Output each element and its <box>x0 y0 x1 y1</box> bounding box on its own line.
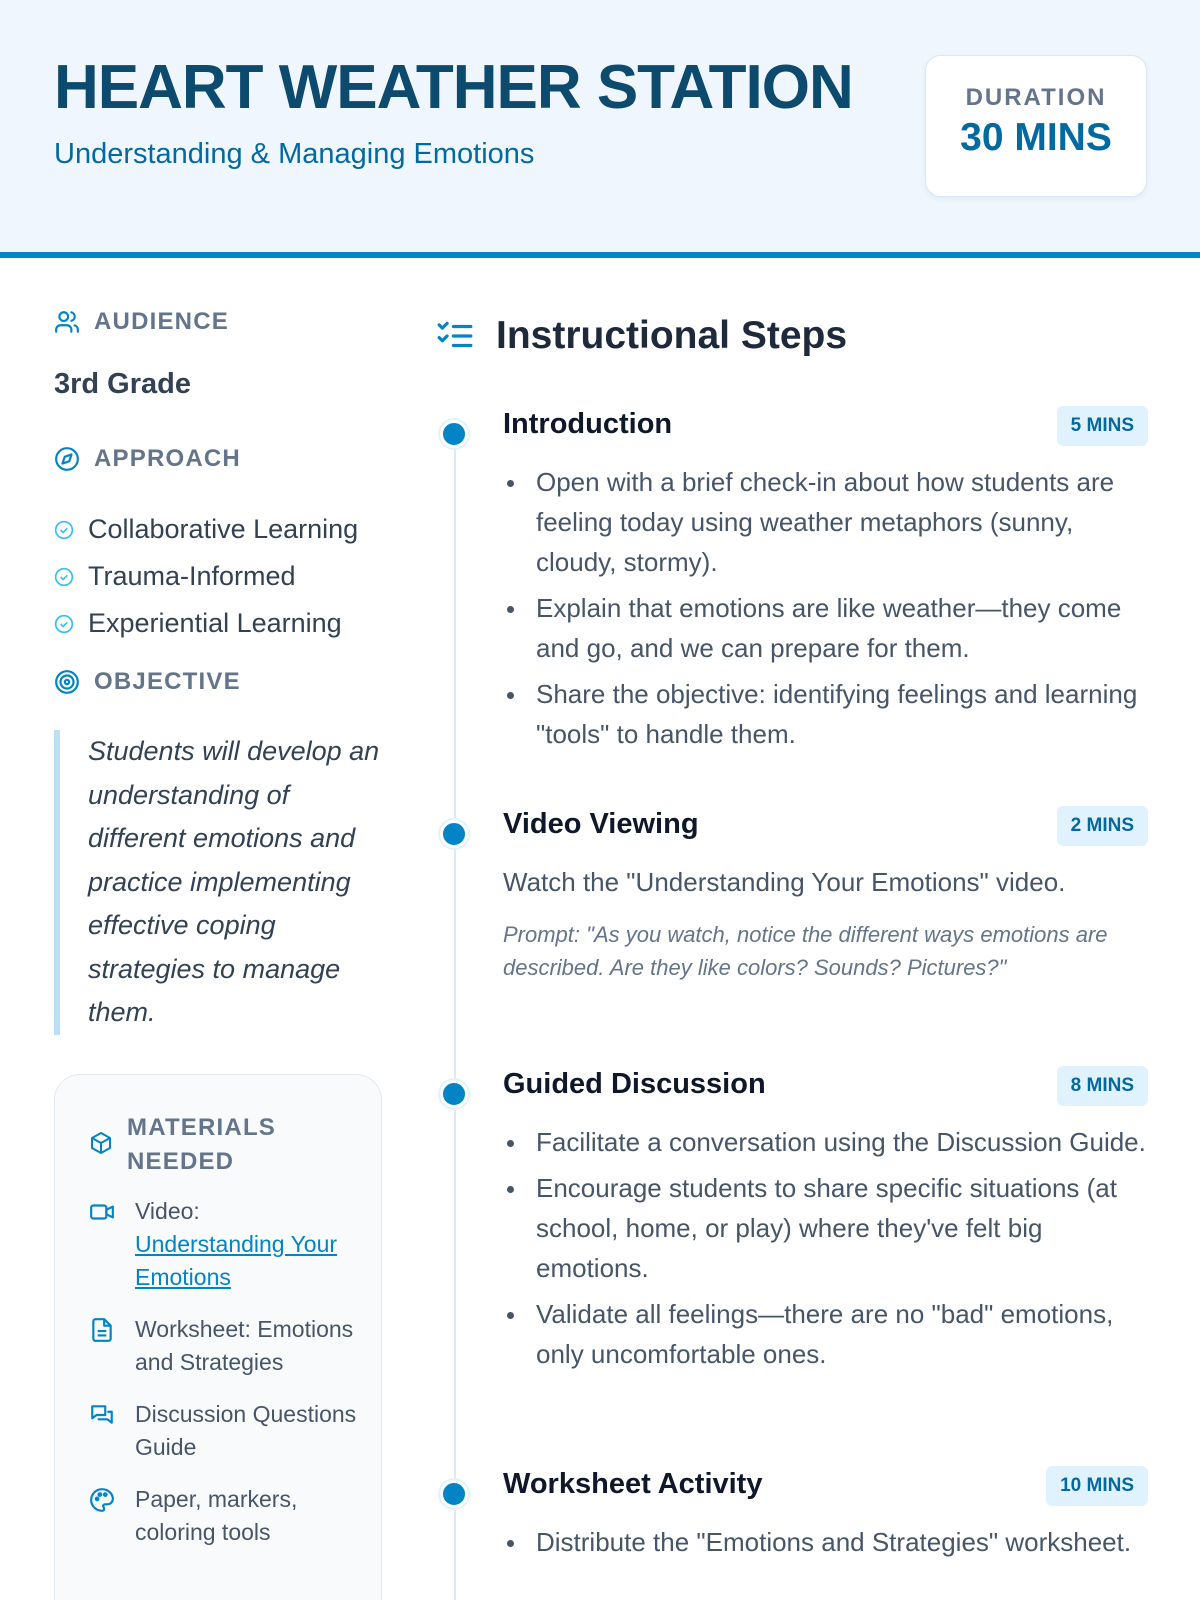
approach-heading <box>54 445 241 473</box>
list-item: Share the objective: identifying feelings and learning "tools" to handle them. <box>503 674 1148 754</box>
step-video-viewing <box>440 808 1148 1028</box>
list-item <box>54 600 358 647</box>
step-title: Video Viewing <box>503 808 699 840</box>
time-badge: 2 MINS <box>1057 806 1148 846</box>
list-item <box>89 1398 359 1464</box>
step-title: Introduction <box>503 408 673 440</box>
list-item: Validate all feelings—there are no "bad" emotions, only uncomfortable ones. <box>503 1294 1148 1374</box>
objective-heading <box>54 668 241 696</box>
list-item: Distribute the "Emotions and Strategies" worksheet. <box>503 1522 1148 1562</box>
list-item <box>89 1195 359 1294</box>
objective-label: OBJECTIVE <box>94 668 241 695</box>
audience-heading <box>54 308 229 336</box>
timeline-dot <box>440 820 468 848</box>
list-item <box>89 1313 359 1379</box>
step-title: Guided Discussion <box>503 1068 766 1100</box>
page-title: HEART WEATHER STATION <box>54 53 853 122</box>
list-item <box>89 1483 359 1549</box>
materials-label: MATERIALS NEEDED <box>127 1114 277 1175</box>
check-circle-icon <box>54 614 74 634</box>
users-icon <box>54 309 80 335</box>
material-prefix: Video: <box>135 1198 200 1224</box>
timeline-dot <box>440 1080 468 1108</box>
steps-heading <box>436 314 847 358</box>
list-item <box>54 553 358 600</box>
step-guided-discussion <box>440 1068 1148 1428</box>
palette-icon <box>89 1487 115 1513</box>
time-badge: 8 MINS <box>1057 1066 1148 1106</box>
chat-icon <box>89 1402 115 1428</box>
list-item: Facilitate a conversation using the Discussion Guide. <box>503 1122 1148 1162</box>
list-item: Open with a brief check-in about how students are feeling today using weather metaphors (sunny, cloudy, stormy). <box>503 462 1148 582</box>
step-bullets <box>503 462 1148 760</box>
steps-title: Instructional Steps <box>496 314 848 357</box>
duration-value: 30 MINS <box>960 116 1112 159</box>
approach-list <box>54 506 358 647</box>
step-introduction <box>440 408 1148 768</box>
duration-label: DURATION <box>965 84 1107 111</box>
target-icon <box>54 669 80 695</box>
audience-label: AUDIENCE <box>94 308 229 335</box>
compass-icon <box>54 446 80 472</box>
time-badge: 10 MINS <box>1046 1466 1148 1506</box>
material-text: Worksheet: Emotions and Strategies <box>135 1316 354 1375</box>
video-link[interactable]: Understanding Your Emotions <box>135 1231 338 1290</box>
approach-text: Experiential Learning <box>88 608 342 638</box>
duration-card <box>925 55 1147 197</box>
material-text: Paper, markers, coloring tools <box>135 1486 298 1545</box>
page-header <box>0 0 1200 258</box>
box-icon <box>89 1131 113 1155</box>
step-worksheet-activity <box>440 1468 1148 1600</box>
audience-value: 3rd Grade <box>54 368 191 400</box>
materials-list <box>89 1195 359 1568</box>
video-icon <box>89 1199 115 1225</box>
list-item: Explain that emotions are like weather—they come and go, and we can prepare for them. <box>503 588 1148 668</box>
step-bullets <box>503 1122 1148 1380</box>
check-circle-icon <box>54 520 74 540</box>
time-badge: 5 MINS <box>1057 406 1148 446</box>
approach-text: Trauma-Informed <box>88 561 296 591</box>
approach-text: Collaborative Learning <box>88 514 359 544</box>
material-text: Discussion Questions Guide <box>135 1401 357 1460</box>
timeline-dot <box>440 420 468 448</box>
list-item <box>54 506 358 553</box>
materials-heading <box>89 1111 297 1179</box>
step-text: Watch the "Understanding Your Emotions" video. <box>503 867 1066 897</box>
step-title: Worksheet Activity <box>503 1468 763 1500</box>
step-prompt: Prompt: "As you watch, notice the different ways emotions are described. Are they like colors? Sounds? Pictures?" <box>503 922 1108 980</box>
step-bullets <box>503 1522 1148 1568</box>
timeline-dot <box>440 1480 468 1508</box>
list-item: Encourage students to share specific situations (at school, home, or play) where they've felt big emotions. <box>503 1168 1148 1288</box>
objective-text: Students will develop an understanding of different emotions and practice implementing effective coping strategies to manage them. <box>54 730 384 1035</box>
approach-label: APPROACH <box>94 445 241 472</box>
page-subtitle: Understanding & Managing Emotions <box>54 138 535 170</box>
checklist-icon <box>436 317 474 355</box>
document-icon <box>89 1317 115 1343</box>
check-circle-icon <box>54 567 74 587</box>
materials-card <box>54 1074 382 1600</box>
